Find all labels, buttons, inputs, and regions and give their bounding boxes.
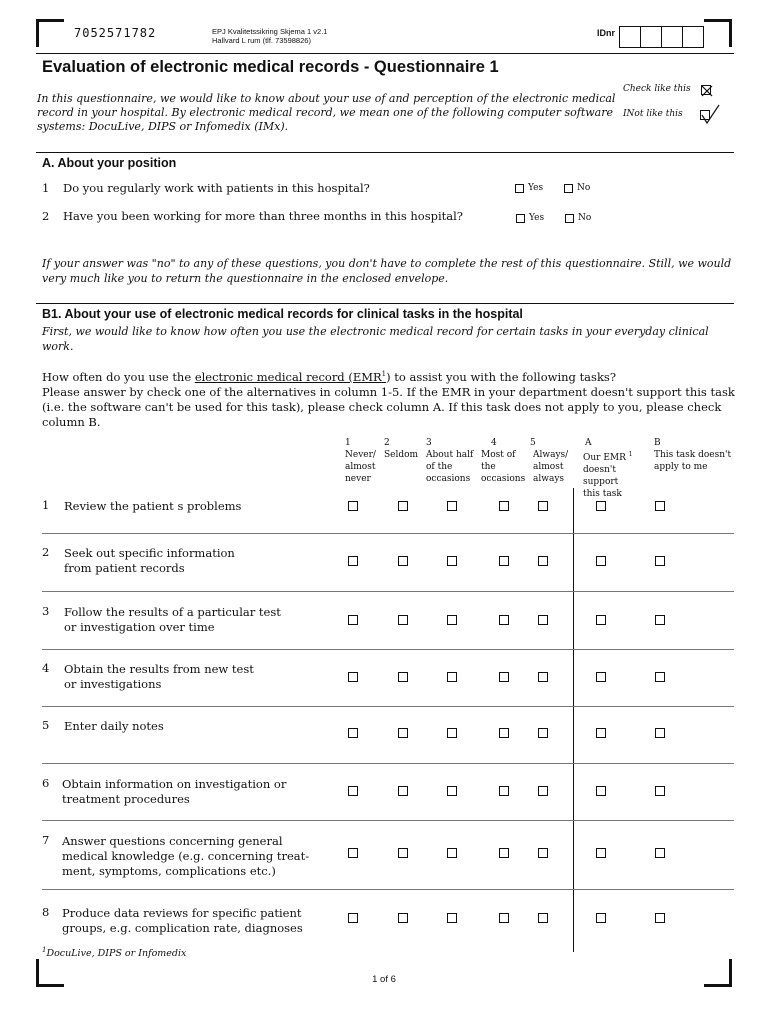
answer-checkbox[interactable] <box>655 913 665 923</box>
footnote <box>42 946 186 959</box>
answer-yes-q2[interactable] <box>516 213 544 223</box>
column-divider <box>573 488 574 952</box>
column-number: 3 <box>426 438 432 448</box>
idnr-digit-box[interactable] <box>661 26 683 48</box>
answer-no-label: No <box>578 213 592 223</box>
column-number: 4 <box>491 438 497 448</box>
section-b1-divider <box>36 303 734 304</box>
row-divider <box>42 820 734 821</box>
column-label-sup: 1 <box>628 451 633 458</box>
task-number: 6 <box>42 776 50 790</box>
column-header-4 <box>481 437 525 485</box>
question-pre: How often do you use the <box>42 369 195 384</box>
answer-checkbox[interactable] <box>538 501 548 511</box>
answer-checkbox[interactable] <box>348 913 358 923</box>
question-number: 1 <box>42 181 50 195</box>
answer-checkbox[interactable] <box>596 848 606 858</box>
legend-check-like-this <box>623 84 691 94</box>
answer-checkbox[interactable] <box>447 728 457 738</box>
row-divider <box>42 533 734 534</box>
answer-checkbox[interactable] <box>596 556 606 566</box>
question-emr <box>195 370 386 384</box>
answer-checkbox[interactable] <box>538 786 548 796</box>
legend-checked-box <box>701 85 711 95</box>
answer-checkbox[interactable] <box>499 672 509 682</box>
answer-yes-q1[interactable] <box>515 183 543 193</box>
task-text: Review the patient s problems <box>64 499 242 513</box>
answer-no-label: No <box>577 183 591 193</box>
page-number: 1 of 6 <box>372 974 396 985</box>
column-header-2 <box>384 437 418 461</box>
main-question <box>42 367 742 385</box>
row-divider <box>42 763 734 764</box>
answer-checkbox[interactable] <box>499 501 509 511</box>
answer-checkbox[interactable] <box>348 615 358 625</box>
section-a-heading: A. About your position <box>42 156 177 170</box>
column-number: B <box>654 438 661 448</box>
answer-checkbox[interactable] <box>596 672 606 682</box>
question-text: Do you regularly work with patients in this hospital? <box>63 181 370 195</box>
column-label: Most of the occasions <box>481 450 526 484</box>
idnr-label: IDnr <box>597 28 615 38</box>
row-divider <box>42 889 734 890</box>
task-number: 4 <box>42 661 50 675</box>
column-header-a <box>583 437 633 500</box>
check-cross-icon <box>700 82 714 98</box>
column-label-rest: doesn't support this task <box>583 465 622 499</box>
column-header-5 <box>530 437 568 485</box>
answer-checkbox[interactable] <box>655 556 665 566</box>
registration-mark-top-left <box>36 19 64 47</box>
answer-checkbox[interactable] <box>655 728 665 738</box>
answer-checkbox[interactable] <box>348 672 358 682</box>
idnr-boxes <box>620 26 704 48</box>
footnote-text: DocuLive, DIPS or Infomedix <box>46 948 187 960</box>
question-instructions <box>42 367 742 430</box>
legend-not-like-this <box>623 109 683 119</box>
task-text: Obtain information on investigation or treatment procedures <box>62 777 287 806</box>
answer-checkbox[interactable] <box>398 728 408 738</box>
task-number: 8 <box>42 905 50 919</box>
answer-checkbox[interactable] <box>447 786 457 796</box>
column-label: Always/ almost always <box>533 450 569 484</box>
answer-checkbox[interactable] <box>499 848 509 858</box>
task-text: Follow the results of a particular test or investigation over time <box>64 605 281 634</box>
answer-checkbox[interactable] <box>447 501 457 511</box>
checkbox[interactable] <box>564 184 573 193</box>
answer-checkbox[interactable] <box>499 786 509 796</box>
answer-checkbox[interactable] <box>447 913 457 923</box>
answer-checkbox[interactable] <box>596 615 606 625</box>
answer-yes-label: Yes <box>528 183 544 193</box>
answer-checkbox[interactable] <box>538 848 548 858</box>
task-text: Enter daily notes <box>64 719 164 733</box>
header-meta-line2: Hallvard L rum (tlf. 73598826) <box>212 36 311 45</box>
answer-checkbox[interactable] <box>348 556 358 566</box>
instructions-text: Please answer by check one of the alternatives in column 1-5. If the EMR in your department doesn't support this task (i.e. the software can't be used for this task), please check column A. If this task does not apply to you, please check column B. <box>42 384 735 429</box>
answer-checkbox[interactable] <box>596 913 606 923</box>
answer-checkbox[interactable] <box>596 501 606 511</box>
task-text: Produce data reviews for specific patient groups, e.g. complication rate, diagnoses <box>62 906 303 935</box>
answer-checkbox[interactable] <box>348 501 358 511</box>
answer-checkbox[interactable] <box>538 556 548 566</box>
registration-mark-top-right <box>704 19 732 47</box>
column-number: A <box>585 438 592 448</box>
task-number: 3 <box>42 604 50 618</box>
task-number: 2 <box>42 545 50 559</box>
answer-checkbox[interactable] <box>348 848 358 858</box>
column-header-1 <box>345 437 376 485</box>
column-header-b <box>654 437 731 473</box>
row-divider <box>42 706 734 707</box>
task-text: Obtain the results from new test or investigations <box>64 662 254 691</box>
column-label: Never/ almost never <box>345 450 376 484</box>
column-label: Seldom <box>384 450 419 460</box>
footnote-sup: 1 <box>42 946 47 954</box>
answer-checkbox[interactable] <box>499 556 509 566</box>
answer-checkbox[interactable] <box>398 786 408 796</box>
legend-not-like-label: INot like this <box>623 109 683 119</box>
answer-checkbox[interactable] <box>447 848 457 858</box>
column-label-main: Our EMR <box>583 453 626 463</box>
section-a-divider <box>36 152 734 153</box>
task-number: 5 <box>42 718 50 732</box>
legend-check-label: Check like this <box>623 84 691 94</box>
answer-checkbox[interactable] <box>398 615 408 625</box>
answer-checkbox[interactable] <box>499 728 509 738</box>
answer-checkbox[interactable] <box>538 913 548 923</box>
question-emr-sup: 1 <box>381 370 387 378</box>
answer-checkbox[interactable] <box>596 786 606 796</box>
task-text: Seek out specific information from patient records <box>64 546 235 575</box>
answer-checkbox[interactable] <box>655 786 665 796</box>
answer-checkbox[interactable] <box>655 848 665 858</box>
answer-checkbox[interactable] <box>655 672 665 682</box>
answer-checkbox[interactable] <box>398 848 408 858</box>
row-divider <box>42 649 734 650</box>
idnr-digit-box[interactable] <box>682 26 704 48</box>
idnr-digit-box[interactable] <box>619 26 641 48</box>
answer-checkbox[interactable] <box>398 672 408 682</box>
answer-no-q2[interactable] <box>565 213 591 223</box>
answer-checkbox[interactable] <box>447 672 457 682</box>
answer-checkbox[interactable] <box>538 672 548 682</box>
checkbox[interactable] <box>515 184 524 193</box>
header-meta-line1: EPJ Kvalitetssikring Skjema 1 v2.1 <box>212 27 328 36</box>
question-emr-text: electronic medical record (EMR <box>194 369 382 384</box>
answer-checkbox[interactable] <box>447 615 457 625</box>
form-id: 7052571782 <box>74 26 157 40</box>
checkbox[interactable] <box>565 214 574 223</box>
column-label: About half of the occasions <box>426 450 474 484</box>
column-number: 1 <box>345 438 351 448</box>
answer-checkbox[interactable] <box>348 786 358 796</box>
answer-checkbox[interactable] <box>398 556 408 566</box>
task-number: 7 <box>42 833 50 847</box>
column-header-3 <box>426 437 473 485</box>
answer-checkbox[interactable] <box>499 913 509 923</box>
slash-mark-icon <box>699 103 721 127</box>
answer-checkbox[interactable] <box>348 728 358 738</box>
column-number: 5 <box>530 438 536 448</box>
answer-checkbox[interactable] <box>538 728 548 738</box>
answer-checkbox[interactable] <box>596 728 606 738</box>
legend-wrong-box <box>700 110 710 120</box>
idnr-digit-box[interactable] <box>640 26 662 48</box>
checkbox[interactable] <box>516 214 525 223</box>
answer-checkbox[interactable] <box>499 615 509 625</box>
question-number: 2 <box>42 209 50 223</box>
task-number: 1 <box>42 498 50 512</box>
column-label: This task doesn't apply to me <box>654 450 732 472</box>
answer-checkbox[interactable] <box>655 615 665 625</box>
answer-checkbox[interactable] <box>538 615 548 625</box>
section-a-note: If your answer was "no" to any of these questions, you don't have to complete the rest of this questionnaire. Still, we would very much like you to return the questionnaire in the enclosed envelope. <box>42 257 732 285</box>
header-meta <box>212 27 327 45</box>
answer-yes-label: Yes <box>529 213 545 223</box>
answer-checkbox[interactable] <box>447 556 457 566</box>
header-divider <box>36 53 734 54</box>
row-divider <box>42 591 734 592</box>
column-label <box>583 449 633 464</box>
section-b1-heading: B1. About your use of electronic medical records for clinical tasks in the hospital <box>42 307 523 321</box>
answer-no-q1[interactable] <box>564 183 590 193</box>
question-text: Have you been working for more than three months in this hospital? <box>63 209 463 223</box>
answer-checkbox[interactable] <box>398 913 408 923</box>
answer-checkbox[interactable] <box>655 501 665 511</box>
intro-text: In this questionnaire, we would like to know about your use of and perception of the electronic medical record in your hospital. By electronic medical record, we mean one of the following computer software systems: DocuLive, DIPS or Infomedix (IMx). <box>37 92 616 133</box>
page-title: Evaluation of electronic medical records - Questionnaire 1 <box>42 58 499 76</box>
section-b1-subtitle: First, we would like to know how often you use the electronic medical record for certain tasks in your everyday clinical work. <box>42 325 709 353</box>
answer-checkbox[interactable] <box>398 501 408 511</box>
column-number: 2 <box>384 438 390 448</box>
task-text: Answer questions concerning general medical knowledge (e.g. concerning treat- ment, symptoms, complications etc.) <box>62 834 310 878</box>
question-post: ) to assist you with the following tasks? <box>386 369 616 384</box>
